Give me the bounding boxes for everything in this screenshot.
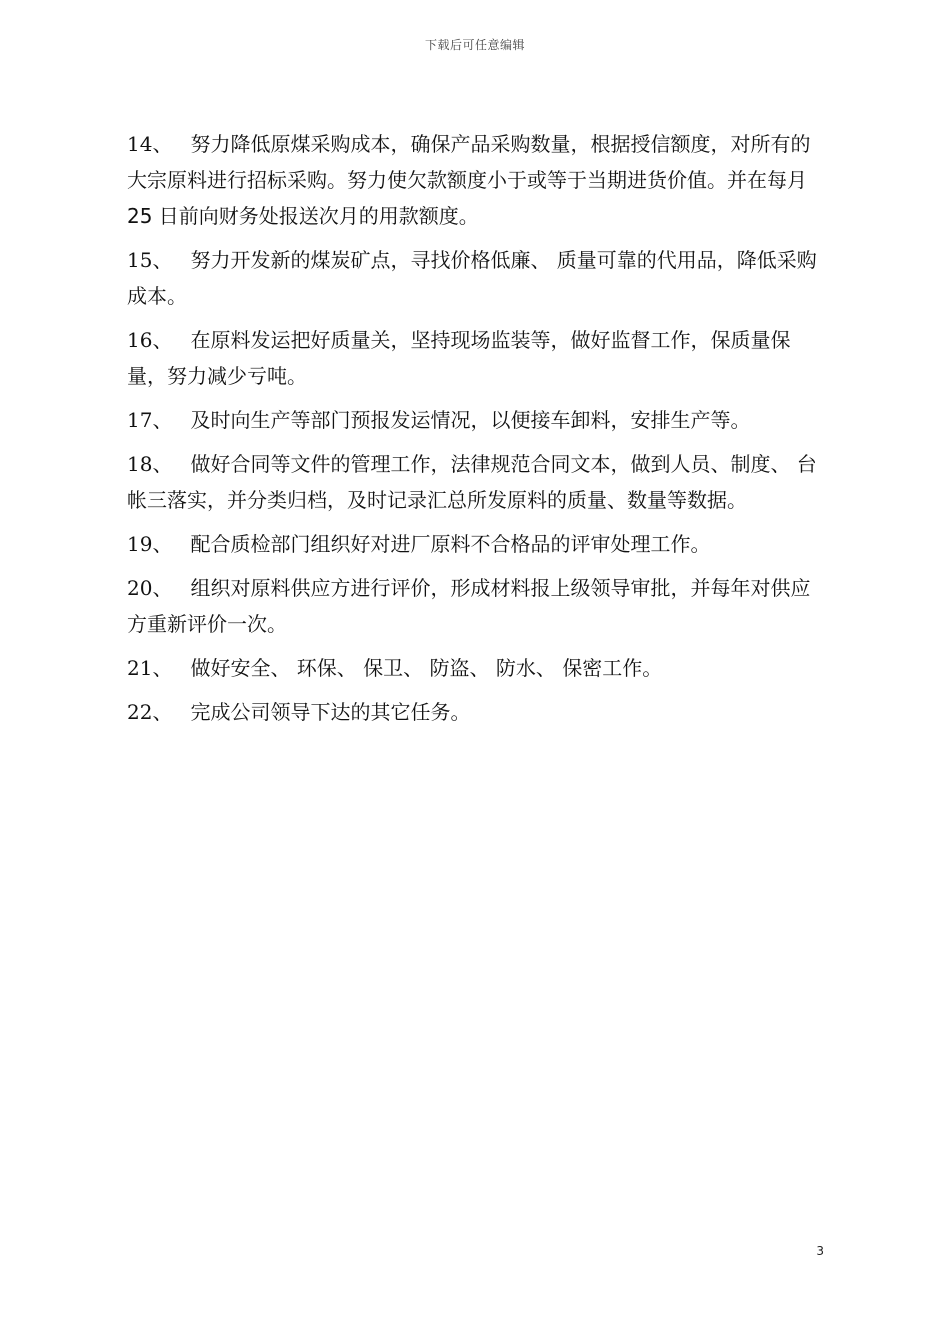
item-number: 16、 <box>127 328 173 352</box>
page-number: 3 <box>816 1244 824 1258</box>
list-item <box>127 126 827 234</box>
item-text: 做好合同等文件的管理工作，法律规范合同文本，做到人员、制度、 台帐三落实，并分类归档，及时记录汇总所发原料的质量、数量等数据。 <box>127 452 817 512</box>
item-text: 完成公司领导下达的其它任务。 <box>190 700 471 724</box>
item-text: 及时向生产等部门预报发运情况，以便接车卸料，安排生产等。 <box>190 408 751 432</box>
list-item <box>127 526 827 562</box>
item-number: 17、 <box>127 408 173 432</box>
item-text: 做好安全、 环保、 保卫、 防盗、 防水、 保密工作。 <box>190 656 663 680</box>
item-text: 努力开发新的煤炭矿点，寻找价格低廉、 质量可靠的代用品，降低采购成本。 <box>127 248 817 308</box>
list-item <box>127 446 827 518</box>
item-text: 组织对原料供应方进行评价，形成材料报上级领导审批，并每年对供应方重新评价一次。 <box>127 576 811 636</box>
item-number: 15、 <box>127 248 173 272</box>
item-number: 21、 <box>127 656 173 680</box>
item-number: 18、 <box>127 452 173 476</box>
list-item <box>127 242 827 314</box>
list-item <box>127 322 827 394</box>
item-number: 20、 <box>127 576 173 600</box>
item-number: 19、 <box>127 532 173 556</box>
item-text: 努力降低原煤采购成本，确保产品采购数量，根据授信额度，对所有的大宗原料进行招标采购。努力使欠款额度小于或等于当期进货价值。并在每月 25 日前向财务处报送次月的用款额度。 <box>127 132 811 228</box>
item-number: 14、 <box>127 132 173 156</box>
item-number: 22、 <box>127 700 173 724</box>
item-text: 配合质检部门组织好对进厂原料不合格品的评审处理工作。 <box>190 532 711 556</box>
item-list <box>127 126 827 738</box>
list-item <box>127 570 827 642</box>
page-header: 下载后可任意编辑 <box>424 38 525 52</box>
list-item <box>127 694 827 730</box>
list-item <box>127 402 827 438</box>
item-text: 在原料发运把好质量关，坚持现场监装等，做好监督工作，保质量保量，努力减少亏吨。 <box>127 328 791 388</box>
list-item <box>127 650 827 686</box>
